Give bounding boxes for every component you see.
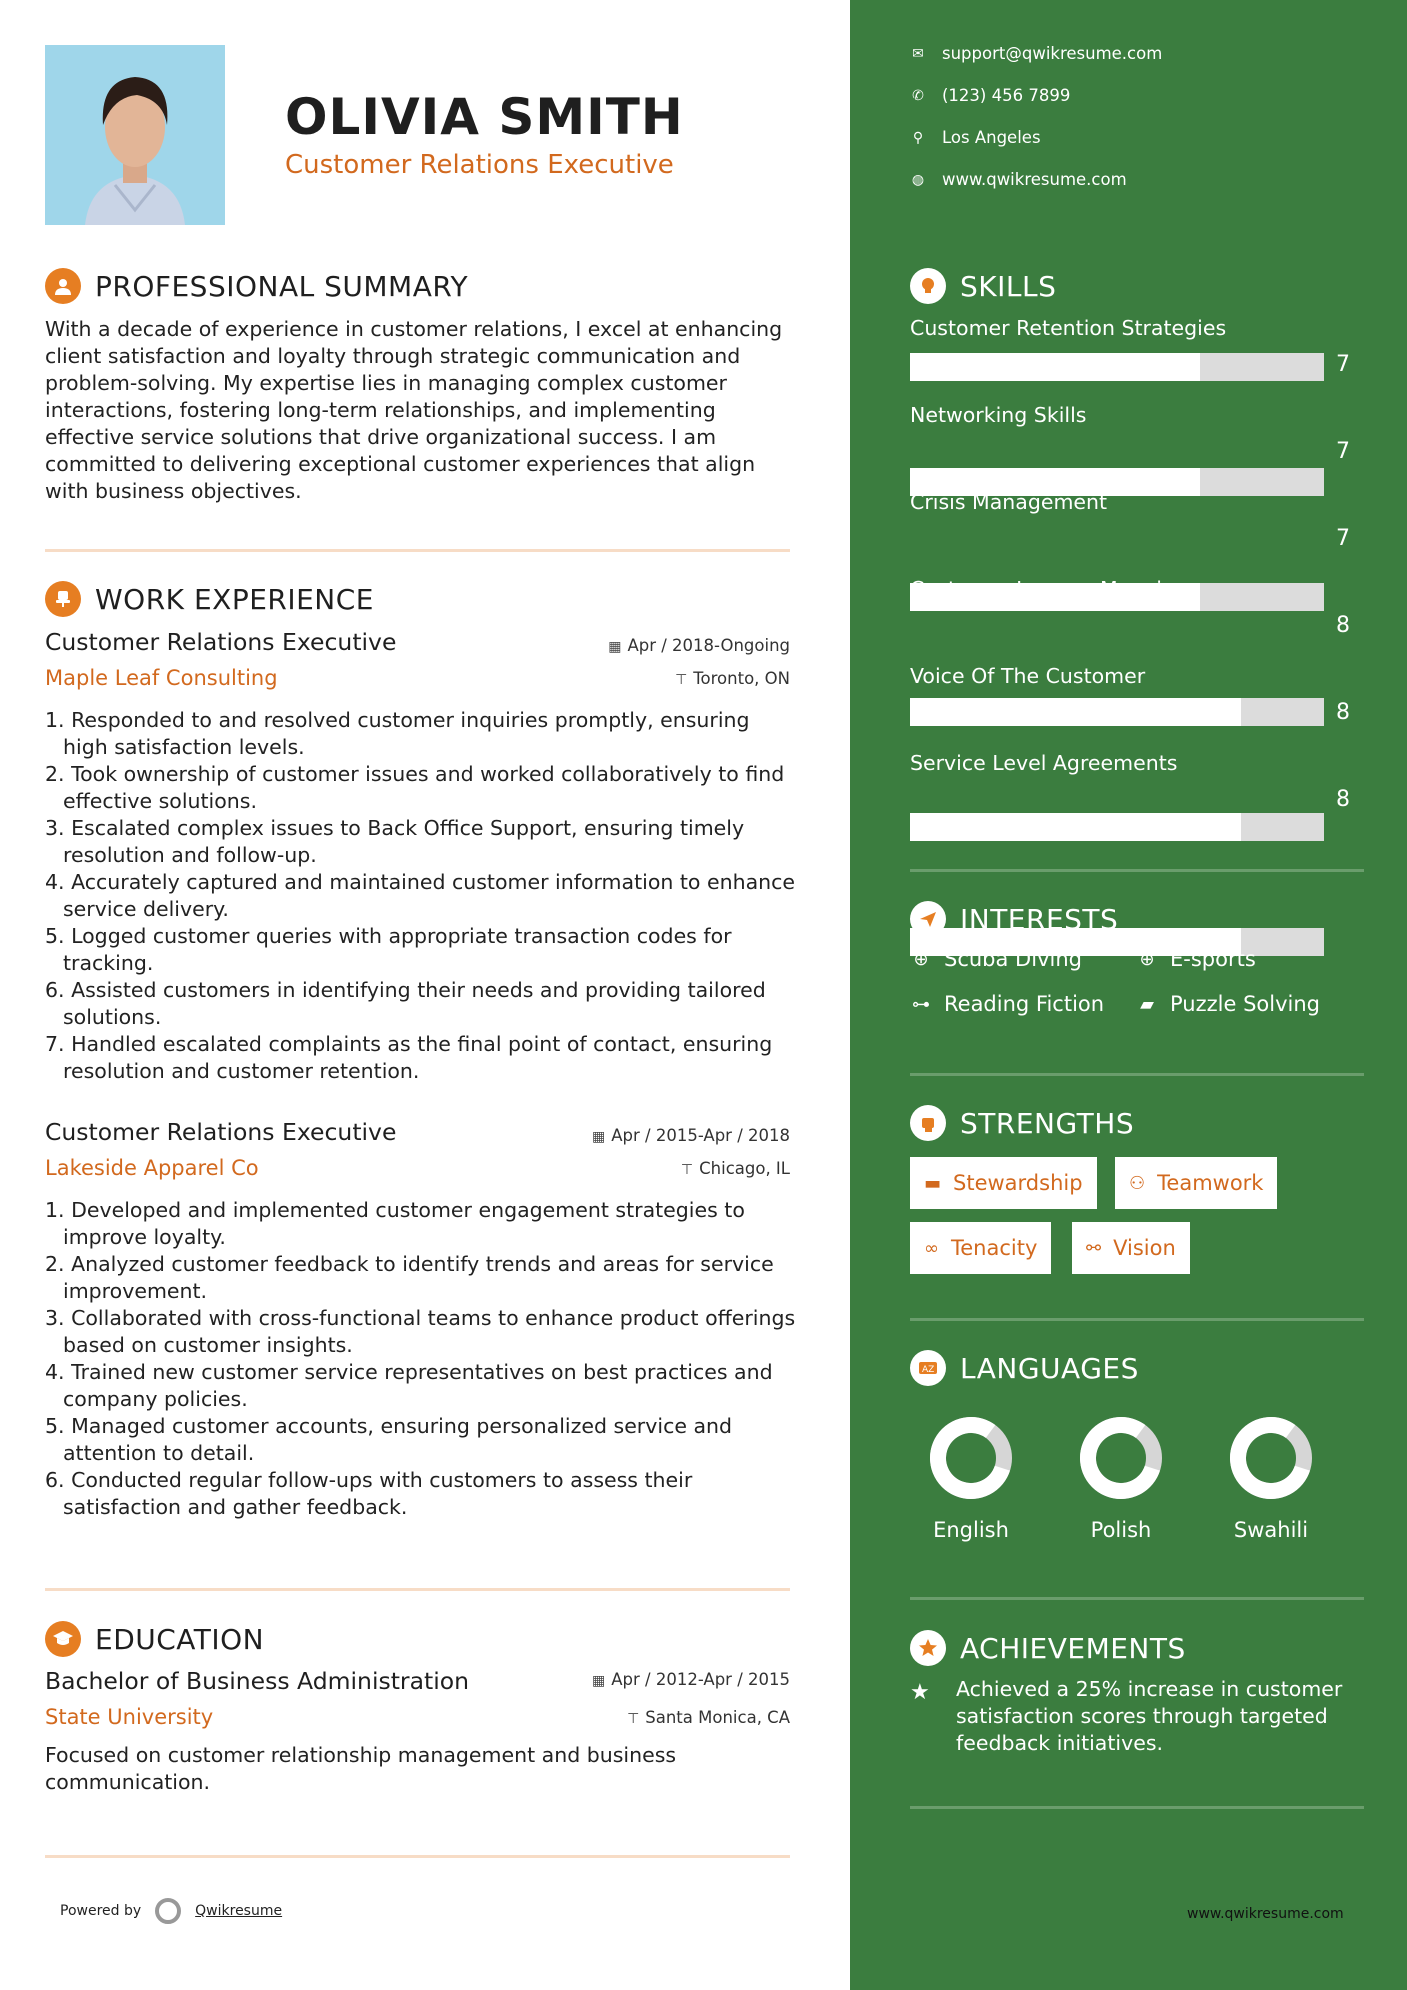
skill-name: Customer Retention Strategies: [910, 316, 1227, 340]
list-item: 2. Took ownership of customer issues and worked collaboratively to find effective solutions.: [45, 762, 785, 813]
divider: [910, 1597, 1364, 1600]
envelope-icon: ✉: [912, 45, 924, 62]
job-location: ⊤ Chicago, IL: [680, 1159, 790, 1178]
divider: [45, 1855, 790, 1858]
calendar-icon: ▦: [592, 1129, 606, 1145]
language-donut: [1080, 1417, 1162, 1499]
list-item: 3. Escalated complex issues to Back Office Support, ensuring timely resolution and follow-up.: [45, 816, 745, 867]
divider: [910, 1318, 1364, 1321]
divider: [45, 549, 790, 552]
education-description: Focused on customer relationship management and business communication.: [45, 1743, 677, 1794]
list-item: 4. Accurately captured and maintained customer information to enhance service delivery.: [45, 870, 796, 921]
paper-plane-icon: [910, 901, 946, 937]
skill-bar: [910, 353, 1324, 381]
summary-heading: PROFESSIONAL SUMMARY: [45, 268, 468, 304]
interest-item: ⊶ Reading Fiction: [912, 992, 1105, 1016]
list-item: 5. Logged customer queries with appropriate transaction codes for tracking.: [45, 924, 732, 975]
skill-value: 8: [1336, 700, 1350, 725]
languages-heading: AZ LANGUAGES: [910, 1350, 1139, 1386]
skill-name: Voice Of The Customer: [910, 664, 1146, 688]
link-icon: ∞: [924, 1237, 939, 1259]
powered-by-label: Powered by: [60, 1903, 142, 1919]
lightbulb-icon: [910, 268, 946, 304]
skill-value: 7: [1336, 439, 1350, 464]
binoculars-icon: ⚯: [1086, 1237, 1102, 1259]
education-location: ⊤ Santa Monica, CA: [627, 1708, 790, 1727]
job-dates: ▦ Apr / 2015-Apr / 2018: [592, 1126, 790, 1145]
language-label: Polish: [1090, 1518, 1152, 1542]
contact-website[interactable]: ◍ www.qwikresume.com: [911, 170, 1127, 189]
chair-icon: [45, 581, 81, 617]
star-icon: ★: [910, 1680, 930, 1705]
language-donut: [930, 1417, 1012, 1499]
life-ring-icon: ⊕: [913, 948, 929, 970]
job-company: Maple Leaf Consulting: [45, 666, 278, 690]
language-icon: [910, 1350, 946, 1386]
divider: [910, 1806, 1364, 1809]
calendar-icon: ▦: [592, 1673, 606, 1689]
achievements-heading: ACHIEVEMENTS: [910, 1630, 1186, 1666]
skill-bar: [910, 698, 1324, 726]
pin-icon: ⊤: [680, 1162, 694, 1178]
users-icon: ⚇: [1129, 1172, 1146, 1194]
list-item: 5. Managed customer accounts, ensuring personalized service and attention to detail.: [45, 1414, 733, 1465]
divider: [910, 869, 1364, 872]
school: State University: [45, 1705, 214, 1729]
job-duties: [45, 707, 800, 1085]
list-item: 6. Conducted regular follow-ups with customers to assess their satisfaction and gather feedback.: [45, 1468, 693, 1519]
skill-bar-fill: [910, 698, 1241, 726]
list-item: 2. Analyzed customer feedback to identify trends and areas for service improvement.: [45, 1252, 774, 1303]
degree: Bachelor of Business Administration: [45, 1667, 470, 1695]
language-label: Swahili: [1233, 1518, 1309, 1542]
skill-value: 7: [1336, 526, 1350, 551]
summary-text: With a decade of experience in customer relations, I excel at enhancing client satisfaction and loyalty through strategic communication and problem-solving. My expertise lies in managing complex customer interactions, fostering long-term relationships, and implementing effective service solutions that drive organizational success. I am committed to delivering exceptional customer experiences that align with business objectives.: [45, 317, 783, 503]
interest-item: ⊕ Scuba Diving: [910, 947, 1082, 971]
skill-name: Service Level Agreements: [910, 751, 1178, 775]
list-item: 4. Trained new customer service representatives on best practices and company policies.: [45, 1360, 773, 1411]
user-icon: [45, 268, 81, 304]
qwikresume-logo-icon: [155, 1898, 181, 1924]
list-item: 3. Collaborated with cross-functional teams to enhance product offerings based on customer insights.: [45, 1306, 796, 1357]
skill-value: 7: [1336, 352, 1350, 377]
divider: [45, 1588, 790, 1591]
skill-name: Customer Journey Mapping: [910, 577, 1188, 601]
interest-item: ⊕ E-sports: [1136, 947, 1256, 971]
language-label: English: [933, 1518, 1009, 1542]
qwikresume-link[interactable]: Qwikresume: [195, 1903, 283, 1919]
strength-chip: ▬ Stewardship: [910, 1157, 1097, 1209]
calendar-icon: ▦: [608, 639, 622, 655]
list-item: 6. Assisted customers in identifying their needs and providing tailored solutions.: [45, 978, 766, 1029]
strength-chip: ⚇ Teamwork: [1115, 1157, 1277, 1209]
life-ring-icon: ⊕: [1139, 948, 1155, 970]
contact-phone[interactable]: ✆ (123) 456 7899: [910, 86, 1070, 105]
book-icon: ▰: [1140, 993, 1154, 1015]
list-item: 1. Developed and implemented customer engagement strategies to improve loyalty.: [45, 1198, 745, 1249]
skill-bar-fill: [910, 353, 1200, 381]
phone-icon: ✆: [912, 87, 924, 104]
graduation-cap-icon: [45, 1621, 81, 1657]
strengths-heading: STRENGTHS: [910, 1105, 1134, 1141]
skill-name: Networking Skills: [910, 403, 1087, 427]
interest-item: ▰ Puzzle Solving: [1136, 992, 1320, 1016]
contact-location: ⚲ Los Angeles: [910, 128, 1041, 147]
map-marker-icon: ⚲: [912, 129, 924, 146]
divider: [910, 1073, 1364, 1076]
skill-value: 8: [1336, 787, 1350, 812]
skills-heading: SKILLS: [910, 268, 1056, 304]
skill-name: Crisis Management: [910, 490, 1108, 514]
language-donut: [1230, 1417, 1312, 1499]
job-location: ⊤ Toronto, ON: [675, 669, 790, 688]
globe-icon: ◍: [911, 171, 925, 188]
pin-icon: ⊤: [675, 672, 688, 688]
fist-icon: [910, 1105, 946, 1141]
interests-heading: INTERESTS: [910, 901, 1118, 937]
job-duties: [45, 1197, 800, 1521]
profile-photo: [45, 45, 225, 225]
job-dates: ▦ Apr / 2018-Ongoing: [608, 636, 790, 655]
svg-text:AZ: AZ: [922, 1365, 935, 1375]
footer-branding: [60, 1898, 282, 1924]
strength-chip: ∞ Tenacity: [910, 1222, 1051, 1274]
contact-email[interactable]: ✉ support@qwikresume.com: [910, 44, 1162, 63]
skill-bar-fill: [910, 813, 1241, 841]
footer-website[interactable]: www.qwikresume.com: [1187, 1906, 1344, 1922]
pin-icon: ⊤: [627, 1711, 640, 1727]
job-company: Lakeside Apparel Co: [45, 1156, 259, 1180]
education-dates: ▦ Apr / 2012-Apr / 2015: [592, 1670, 790, 1689]
education-heading: EDUCATION: [45, 1621, 264, 1657]
experience-heading: WORK EXPERIENCE: [45, 581, 374, 617]
list-item: 1. Responded to and resolved customer inquiries promptly, ensuring high satisfaction levels.: [45, 708, 750, 759]
star-badge-icon: [910, 1630, 946, 1666]
briefcase-icon: ▬: [924, 1172, 942, 1194]
skill-value: 8: [1336, 613, 1350, 638]
strength-chip: ⚯ Vision: [1072, 1222, 1190, 1274]
skill-bar: [910, 813, 1324, 841]
job-title: Customer Relations Executive: [45, 628, 397, 656]
gamepad-icon: ⊶: [912, 993, 930, 1015]
achievement-text: Achieved a 25% increase in customer satisfaction scores through targeted feedback initiatives.: [956, 1677, 1343, 1755]
candidate-title: Customer Relations Executive: [285, 150, 674, 180]
candidate-name: OLIVIA SMITH: [285, 88, 684, 146]
list-item: 7. Handled escalated complaints as the final point of contact, ensuring resolution and customer retention.: [45, 1032, 773, 1083]
job-title: Customer Relations Executive: [45, 1118, 397, 1146]
